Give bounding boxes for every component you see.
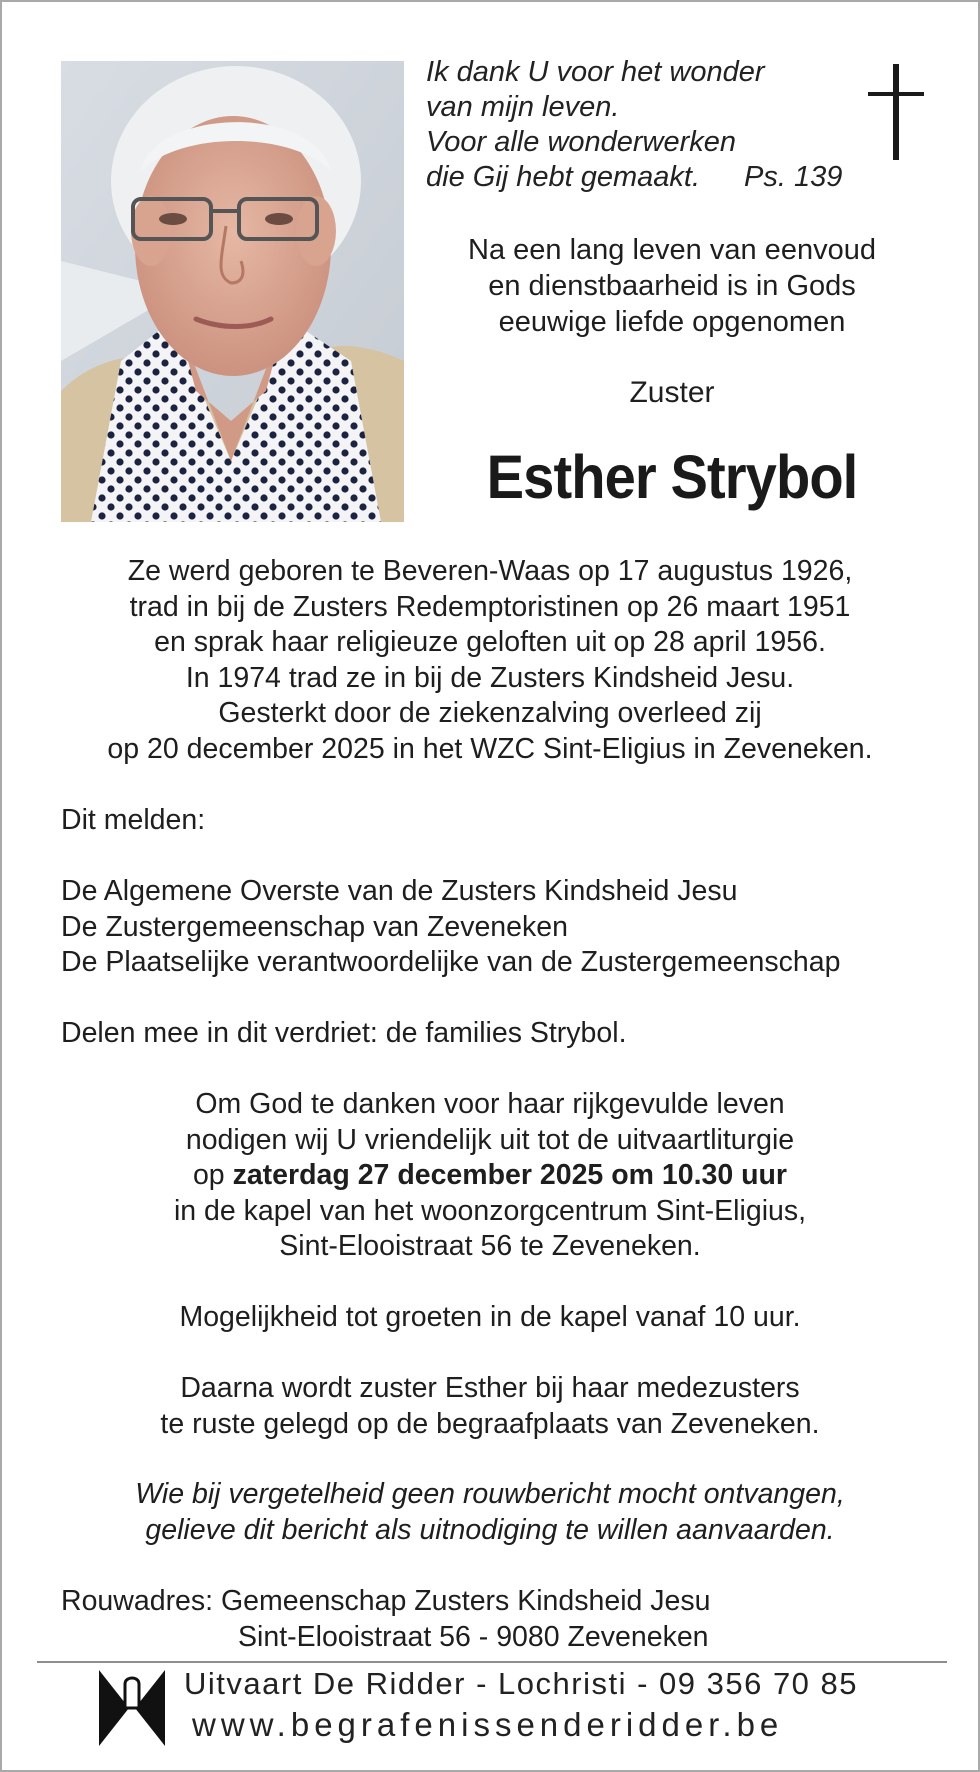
psalm-quote xyxy=(426,55,842,195)
deceased-name: Esther Strybol xyxy=(486,443,858,511)
biography xyxy=(22,554,958,767)
bio-line: Gesterkt door de ziekenzalving overleed zij xyxy=(218,697,762,729)
intro-text xyxy=(432,232,912,340)
funeral-date: zaterdag 27 december 2025 om 10.30 uur xyxy=(232,1159,788,1191)
burial-text xyxy=(22,1371,958,1442)
footer-divider xyxy=(37,1661,947,1663)
burial-line: Daarna wordt zuster Esther bij haar medezusters xyxy=(180,1372,800,1404)
funeral-line: Om God te danken voor haar rijkgevulde leven xyxy=(195,1088,785,1120)
portrait-image xyxy=(61,61,404,522)
funeral-home-website[interactable]: www.begrafenissenderidder.be xyxy=(192,1706,784,1743)
rouwadres xyxy=(61,1584,711,1655)
psalm-line-last xyxy=(426,160,842,195)
bio-line: In 1974 trad ze in bij de Zusters Kindsheid Jesu. xyxy=(185,661,795,694)
portrait-photo xyxy=(61,61,404,522)
intro-line: en dienstbaarheid is in Gods xyxy=(488,270,856,302)
funeral-home-logo-icon xyxy=(99,1670,165,1746)
sharing-text: Delen mee in dit verdriet: de families Strybol. xyxy=(61,1017,627,1049)
psalm-line: van mijn leven. xyxy=(426,91,620,123)
psalm-line: Ik dank U voor het wonder xyxy=(426,56,765,88)
funeral-line: in de kapel van het woonzorgcentrum Sint-Eligius, xyxy=(173,1194,807,1227)
funeral-date-line xyxy=(22,1158,958,1194)
notice-line: Wie bij vergetelheid geen rouwbericht mocht ontvangen, xyxy=(135,1478,845,1510)
rouwadres-line: Sint-Elooistraat 56 - 9080 Zeveneken xyxy=(238,1620,709,1653)
psalm-reference: Ps. 139 xyxy=(744,161,843,193)
announcers-list xyxy=(61,874,840,981)
funeral-line: nodigen wij U vriendelijk uit tot de uitvaartliturgie xyxy=(185,1123,795,1156)
cross-icon xyxy=(868,64,924,160)
announcer-line: De Algemene Overste van de Zusters Kindsheid Jesu xyxy=(61,875,738,907)
bio-line: trad in bij de Zusters Redemptoristinen op 26 maart 1951 xyxy=(129,590,851,623)
funeral-line: Sint-Elooistraat 56 te Zeveneken. xyxy=(279,1230,701,1262)
funeral-date-prefix: op xyxy=(192,1159,233,1191)
burial-line: te ruste gelegd op de begraafplaats van Zeveneken. xyxy=(160,1407,820,1440)
notice-text xyxy=(22,1477,958,1548)
greeting-text: Mogelijkheid tot groeten in de kapel vanaf 10 uur. xyxy=(179,1301,801,1333)
intro-line: eeuwige liefde opgenomen xyxy=(498,306,846,338)
notice-line: gelieve dit bericht als uitnodiging te willen aanvaarden. xyxy=(145,1513,835,1546)
announce-heading: Dit melden: xyxy=(61,804,206,836)
funeral-home-name: Uitvaart De Ridder - Lochristi - 09 356 70 85 xyxy=(184,1666,859,1701)
bio-line: Ze werd geboren te Beveren-Waas op 17 augustus 1926, xyxy=(127,555,853,587)
intro-line: Na een lang leven van eenvoud xyxy=(468,234,876,266)
bio-line: en sprak haar religieuze geloften uit op 28 april 1956. xyxy=(154,626,826,658)
bio-line: op 20 december 2025 in het WZC Sint-Eligius in Zeveneken. xyxy=(107,732,873,765)
announcer-line: De Plaatselijke verantwoordelijke van de Zustergemeenschap xyxy=(61,946,841,978)
announcer-line: De Zustergemeenschap van Zeveneken xyxy=(61,910,568,943)
psalm-line: die Gij hebt gemaakt. xyxy=(426,161,701,193)
title-word: Zuster xyxy=(629,376,715,409)
funeral-invitation xyxy=(22,1087,958,1265)
psalm-line: Voor alle wonderwerken xyxy=(426,126,737,158)
rouwadres-line: Rouwadres: Gemeenschap Zusters Kindsheid Jesu xyxy=(61,1585,711,1617)
